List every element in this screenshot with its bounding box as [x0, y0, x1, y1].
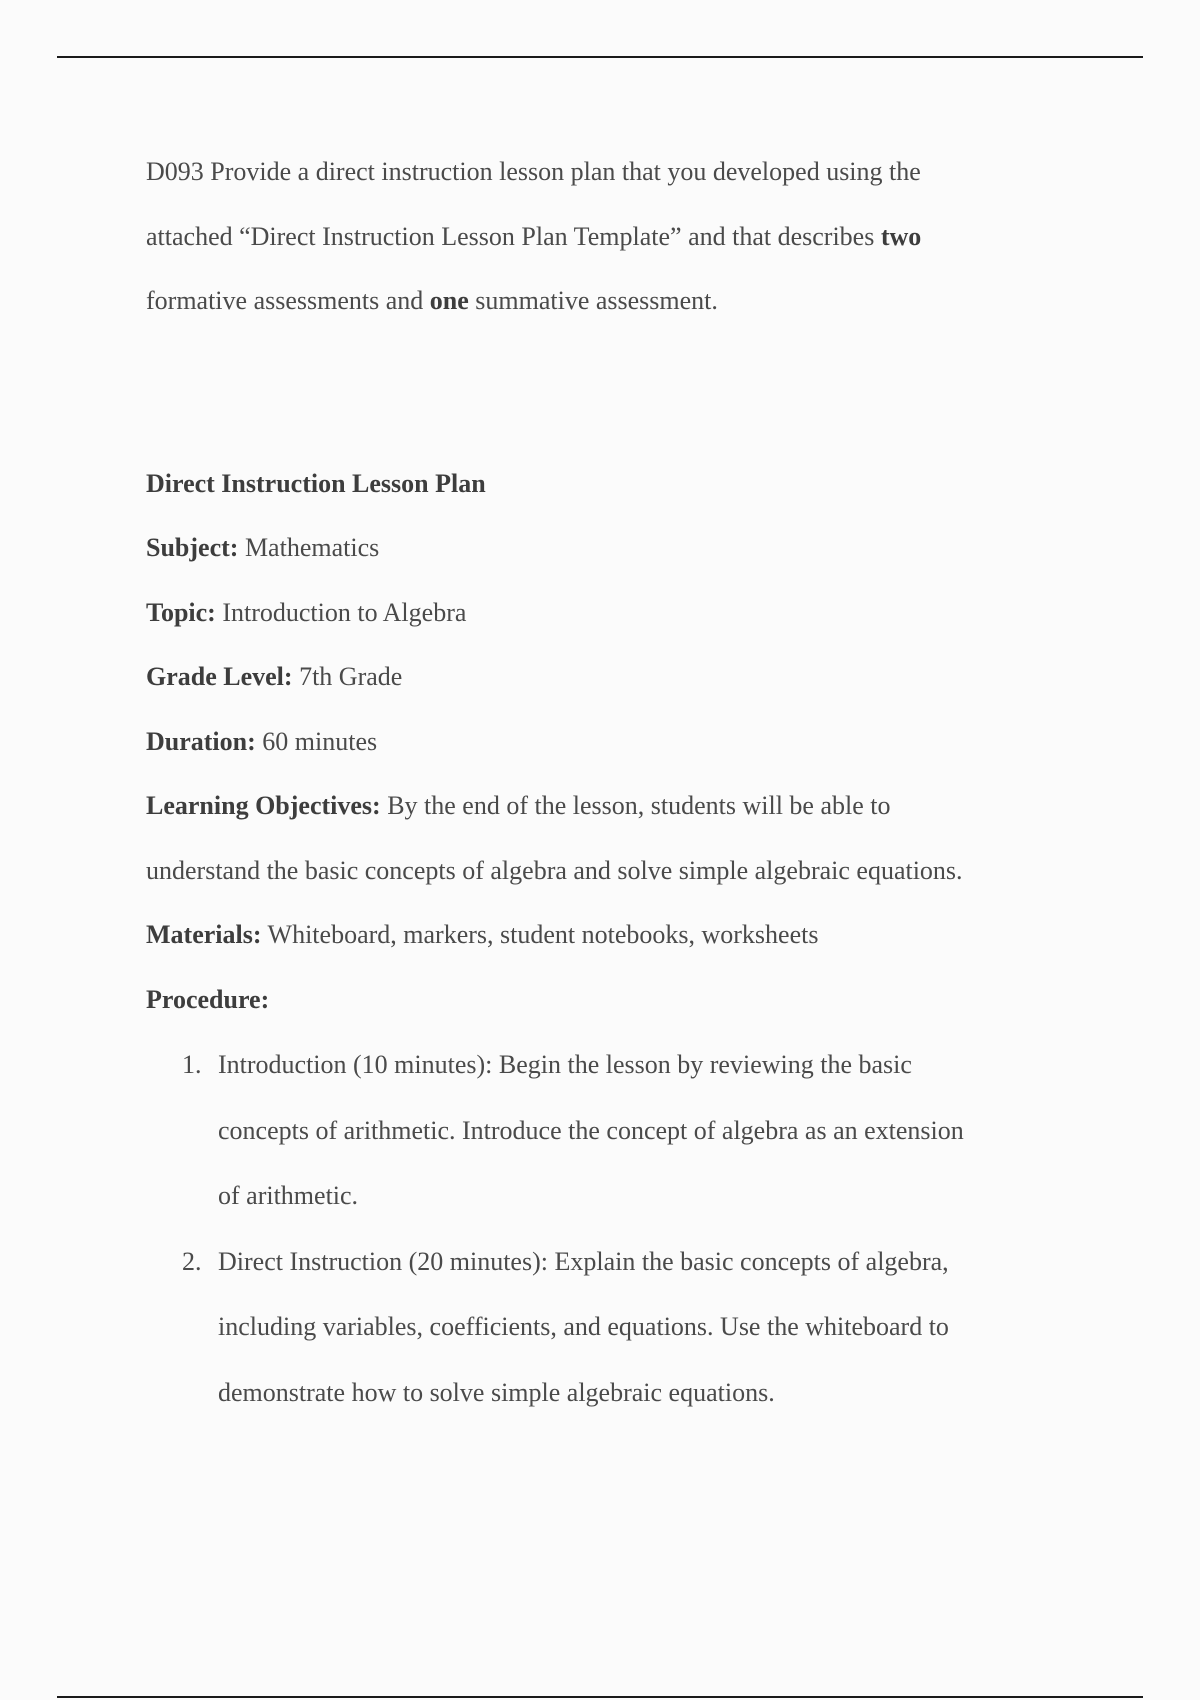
document-body	[146, 140, 1046, 1425]
subject-value: Mathematics	[238, 533, 380, 562]
materials-row	[146, 903, 1046, 968]
objectives-row-continued	[146, 839, 1046, 904]
assignment-prompt	[146, 140, 1046, 334]
procedure-item-number: 2.	[182, 1246, 202, 1276]
lesson-plan-title: Direct Instruction Lesson Plan	[146, 468, 486, 498]
procedure-list	[146, 1032, 1046, 1425]
grade-label: Grade Level:	[146, 662, 293, 691]
objectives-label: Learning Objectives:	[146, 791, 381, 820]
footer-divider	[57, 1696, 1143, 1698]
emphasis-one: one	[429, 286, 469, 315]
materials-label: Materials:	[146, 920, 262, 949]
procedure-item-line: Direct Instruction (20 minutes): Explain the basic concepts of algebra,	[218, 1246, 949, 1276]
header-divider	[57, 56, 1143, 58]
topic-value: Introduction to Algebra	[215, 597, 467, 627]
procedure-item-line: of arithmetic.	[218, 1181, 359, 1210]
objectives-value-line1: By the end of the lesson, students will be able to	[380, 791, 891, 820]
lesson-plan	[146, 452, 1046, 1426]
procedure-heading: Procedure:	[146, 984, 270, 1014]
prompt-line-3: formative assessments and one summative assessment.	[146, 286, 718, 315]
grade-row	[146, 645, 1046, 710]
objectives-value-line2: understand the basic concepts of algebra and solve simple algebraic equations.	[146, 855, 963, 885]
procedure-item-line: Introduction (10 minutes): Begin the lesson by reviewing the basic	[218, 1050, 912, 1079]
procedure-item-line: concepts of arithmetic. Introduce the concept of algebra as an extension	[218, 1115, 964, 1145]
subject-label: Subject:	[146, 533, 239, 562]
duration-row	[146, 710, 1046, 775]
duration-value: 60 minutes	[255, 726, 378, 756]
topic-label: Topic:	[146, 597, 216, 627]
subject-row	[146, 516, 1046, 581]
objectives-row	[146, 774, 1046, 839]
procedure-item	[146, 1229, 1046, 1426]
grade-value: 7th Grade	[292, 662, 403, 691]
procedure-item-number: 1.	[182, 1050, 202, 1079]
topic-row	[146, 581, 1046, 646]
materials-value: Whiteboard, markers, student notebooks, worksheets	[261, 920, 819, 949]
procedure-item	[146, 1032, 1046, 1229]
procedure-item-line: including variables, coefficients, and equations. Use the whiteboard to	[218, 1312, 949, 1341]
procedure-item-line: demonstrate how to solve simple algebraic equations.	[218, 1377, 775, 1407]
duration-label: Duration:	[146, 726, 256, 756]
prompt-line-2: attached “Direct Instruction Lesson Plan Template” and that describes two	[146, 221, 922, 251]
prompt-line-1: D093 Provide a direct instruction lesson plan that you developed using the	[146, 157, 921, 186]
emphasis-two: two	[880, 221, 922, 251]
